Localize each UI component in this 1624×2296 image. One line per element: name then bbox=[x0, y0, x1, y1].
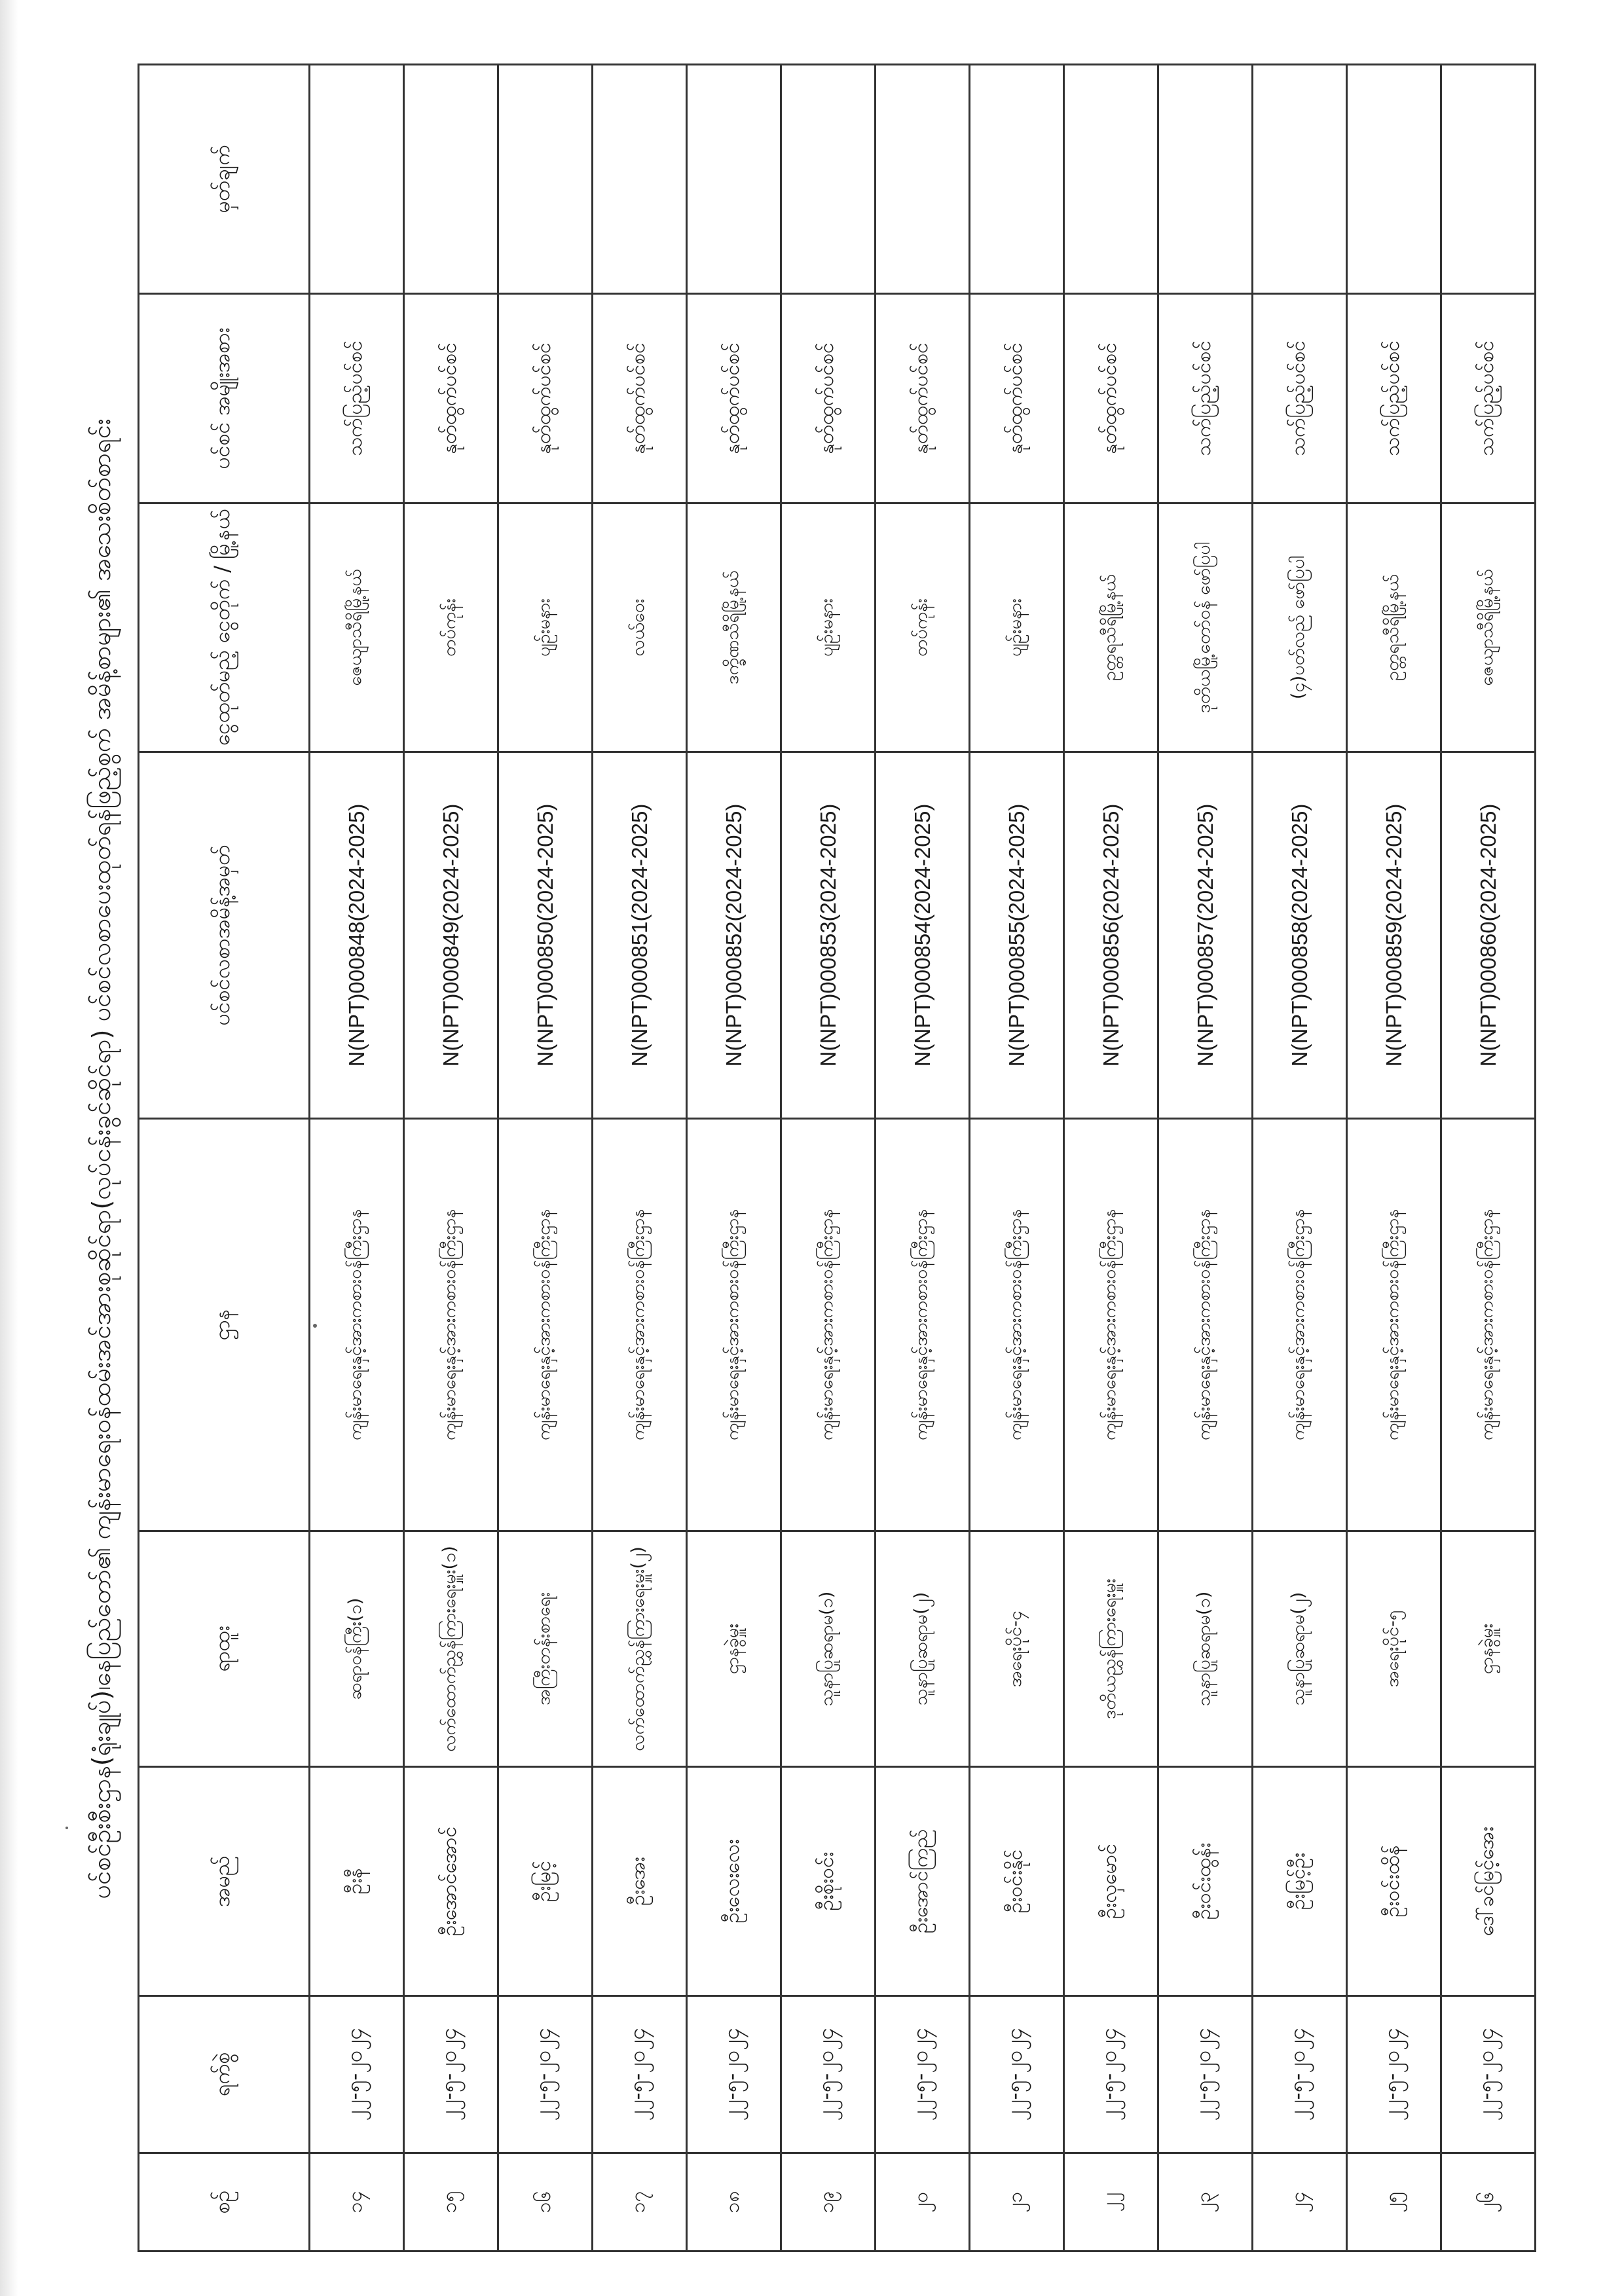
row-pension-type: နုတ်ထွက်ပင်စင် bbox=[970, 294, 1064, 503]
row-treasury: ဒက္ခိဏသီရိမြို့နယ် bbox=[687, 503, 781, 752]
rotated-document-sheet bbox=[79, 65, 1545, 2252]
table-row bbox=[687, 65, 781, 2251]
table-row bbox=[1347, 65, 1441, 2251]
header-rank: ရာထူး bbox=[139, 1531, 310, 1767]
row-order-number: N(NPT)000860(2024-2025) bbox=[1441, 752, 1536, 1119]
row-rank: လက်ထောက်ညွှန်ကြားရေးမှူး(၁) bbox=[404, 1531, 498, 1767]
row-rank: သူနာပြုဆရာမ(၁) bbox=[1158, 1531, 1253, 1767]
row-name: ဦးဝင်းထိန် bbox=[1347, 1767, 1441, 1996]
row-name: ဦးနီ bbox=[310, 1767, 404, 1996]
row-department: ကျန်းမာရေးနှင့်အားကစားဝန်ကြီးဌာန bbox=[876, 1119, 970, 1531]
pension-order-table bbox=[138, 64, 1536, 2252]
row-remark bbox=[1064, 65, 1158, 294]
row-department: ကျန်းမာရေးနှင့်အားကစားဝန်ကြီးဌာန bbox=[498, 1119, 593, 1531]
table-header-row bbox=[139, 65, 310, 2251]
row-treasury: ဥတ္တရသီရိမြို့နယ် bbox=[1347, 503, 1441, 752]
row-number: ၁၆ bbox=[498, 2153, 593, 2251]
row-rank: သူနာပြုဆရာမ(၁) bbox=[781, 1531, 876, 1767]
row-pension-type: နုတ်ထွက်ပင်စင် bbox=[687, 294, 781, 503]
row-treasury: ပျဉ်းမနား bbox=[970, 503, 1064, 752]
row-name: ဒေါ်ခင်မြင့်အေး bbox=[1441, 1767, 1536, 1996]
header-remark: မှတ်ချက် bbox=[139, 65, 310, 294]
row-treasury: (၄)ပတ်လည် ဖော်ပြပါ bbox=[1253, 503, 1347, 752]
row-rank: အရေးပိုင်-၅ bbox=[1347, 1531, 1441, 1767]
row-department: ကျန်းမာရေးနှင့်အားကစားဝန်ကြီးဌာန bbox=[1347, 1119, 1441, 1531]
table-row bbox=[404, 65, 498, 2251]
row-rank: ဌာနခွဲမှူး bbox=[1441, 1531, 1536, 1767]
row-pension-type: သက်ပြည့်ပင်စင် bbox=[1158, 294, 1253, 503]
row-department: ကျန်းမာရေးနှင့်အားကစားဝန်ကြီးဌာန bbox=[1064, 1119, 1158, 1531]
header-treasury: ငွေထုတ်မည့် ငွေတိုက် / မြို့နယ် bbox=[139, 503, 310, 752]
row-number: ၁၉ bbox=[781, 2153, 876, 2251]
row-pension-type: သက်ပြည့်ပင်စင် bbox=[1253, 294, 1347, 503]
row-date: ၂၂-၅-၂၀၂၄ bbox=[310, 1996, 404, 2153]
row-remark bbox=[970, 65, 1064, 294]
row-name: ဦးအောင်ကြည် bbox=[876, 1767, 970, 1996]
row-number: ၁၅ bbox=[404, 2153, 498, 2251]
row-order-number: N(NPT)000859(2024-2025) bbox=[1347, 752, 1441, 1119]
row-remark bbox=[1253, 65, 1347, 294]
row-department: ကျန်းမာရေးနှင့်အားကစားဝန်ကြီးဌာန bbox=[1253, 1119, 1347, 1531]
table-row bbox=[1441, 65, 1536, 2251]
row-pension-type: သက်ပြည့်ပင်စင် bbox=[310, 294, 404, 503]
row-order-number: N(NPT)000856(2024-2025) bbox=[1064, 752, 1158, 1119]
row-order-number: N(NPT)000848(2024-2025) bbox=[310, 752, 404, 1119]
row-rank: ဒုတိယညွှန်ကြားရေးမှူး bbox=[1064, 1531, 1158, 1767]
table-row bbox=[593, 65, 687, 2251]
row-order-number: N(NPT)000854(2024-2025) bbox=[876, 752, 970, 1119]
row-pension-type: သက်ပြည့်ပင်စင် bbox=[1441, 294, 1536, 503]
row-department: ကျန်းမာရေးနှင့်အားကစားဝန်ကြီးဌာန bbox=[1441, 1119, 1536, 1531]
table-row bbox=[970, 65, 1064, 2251]
row-number: ၁၄ bbox=[310, 2153, 404, 2251]
row-name: ဦးစိုးဝင်း bbox=[781, 1767, 876, 1996]
row-treasury: ဇေယျာသီရိမြို့နယ် bbox=[1441, 503, 1536, 752]
row-date: ၂၂-၅-၂၀၂၄ bbox=[781, 1996, 876, 2153]
row-date: ၂၂-၅-၂၀၂၄ bbox=[1441, 1996, 1536, 2153]
row-department: ကျန်းမာရေးနှင့်အားကစားဝန်ကြီးဌာန bbox=[687, 1119, 781, 1531]
row-rank: အကြီးတန်းစာရေး bbox=[498, 1531, 593, 1767]
row-date: ၂၂-၅-၂၀၂၄ bbox=[687, 1996, 781, 2153]
header-pension-type: ပင်စင် အမျိုးအစား bbox=[139, 294, 310, 503]
header-no: စဉ် bbox=[139, 2153, 310, 2251]
row-name: ဦးမြင့်ဦး bbox=[1253, 1767, 1347, 1996]
row-name: ဦးအောင်အောင် bbox=[404, 1767, 498, 1996]
document-title: ပင်စင်ဦးစီးဌာန(ရုံးချုပ်)၊နေပြည်တော်၏ ကျန်းမာရေးဝန်ထမ်းအင်အားစုဆိုင်ရာ(လုပ်ငန်းခွင်ဆိုင်ရာ) ပင်စင်လစာပေးထုတ်ရန်ဖြည့်စွက် အမိန့်စာများ၏ အသေးစိတ်စာရင်း bbox=[87, 418, 116, 1899]
row-date: ၂၂-၅-၂၀၂၄ bbox=[1347, 1996, 1441, 2153]
row-date: ၂၂-၅-၂၀၂၄ bbox=[970, 1996, 1064, 2153]
row-date: ၂၂-၅-၂၀၂၄ bbox=[876, 1996, 970, 2153]
row-pension-type: နုတ်ထွက်ပင်စင် bbox=[498, 294, 593, 503]
row-order-number: N(NPT)000855(2024-2025) bbox=[970, 752, 1064, 1119]
row-number: ၂၆ bbox=[1441, 2153, 1536, 2251]
row-department: ကျန်းမာရေးနှင့်အားကစားဝန်ကြီးဌာန bbox=[593, 1119, 687, 1531]
row-department: ကျန်းမာရေးနှင့်အားကစားဝန်ကြီးဌာန bbox=[1158, 1119, 1253, 1531]
row-name: ဦးဝင်းထွန်း bbox=[1158, 1767, 1253, 1996]
table-row bbox=[1253, 65, 1347, 2251]
row-pension-type: နုတ်ထွက်ပင်စင် bbox=[876, 294, 970, 503]
row-date: ၂၂-၅-၂၀၂၄ bbox=[1064, 1996, 1158, 2153]
row-department: ကျန်းမာရေးနှင့်အားကစားဝန်ကြီးဌာန bbox=[970, 1119, 1064, 1531]
scan-speck bbox=[65, 1827, 68, 1829]
row-name: ဦးလှမောင် bbox=[1064, 1767, 1158, 1996]
row-number: ၂၃ bbox=[1158, 2153, 1253, 2251]
row-pension-type: နုတ်ထွက်ပင်စင် bbox=[404, 294, 498, 503]
row-order-number: N(NPT)000853(2024-2025) bbox=[781, 752, 876, 1119]
row-name: ဦးဝင်းနိုင် bbox=[970, 1767, 1064, 1996]
row-department: ကျန်းမာရေးနှင့်အားကစားဝန်ကြီးဌာန bbox=[310, 1119, 404, 1531]
row-rank: သူနာပြုဆရာမ(၂) bbox=[1253, 1531, 1347, 1767]
row-rank: သူနာပြုဆရာမ(၂) bbox=[876, 1531, 970, 1767]
row-order-number: N(NPT)000851(2024-2025) bbox=[593, 752, 687, 1119]
row-order-number: N(NPT)000858(2024-2025) bbox=[1253, 752, 1347, 1119]
row-treasury: တပ်ကုန်း bbox=[404, 503, 498, 752]
scan-edge-shadow bbox=[0, 0, 18, 2296]
row-order-number: N(NPT)000850(2024-2025) bbox=[498, 752, 593, 1119]
row-treasury: တပ်ကုန်း bbox=[876, 503, 970, 752]
row-remark bbox=[404, 65, 498, 294]
row-number: ၂၅ bbox=[1347, 2153, 1441, 2251]
header-name: အမည် bbox=[139, 1767, 310, 1996]
row-date: ၂၂-၅-၂၀၂၄ bbox=[1253, 1996, 1347, 2153]
row-number: ၂၂ bbox=[1064, 2153, 1158, 2251]
row-remark bbox=[1347, 65, 1441, 294]
row-pension-type: နုတ်ထွက်ပင်စင် bbox=[1064, 294, 1158, 503]
row-order-number: N(NPT)000849(2024-2025) bbox=[404, 752, 498, 1119]
row-treasury: ပျဉ်းမနား bbox=[781, 503, 876, 752]
row-pension-type: သက်ပြည့်ပင်စင် bbox=[1347, 294, 1441, 503]
row-department: ကျန်းမာရေးနှင့်အားကစားဝန်ကြီးဌာန bbox=[781, 1119, 876, 1531]
row-remark bbox=[687, 65, 781, 294]
table-row bbox=[498, 65, 593, 2251]
table-row bbox=[876, 65, 970, 2251]
row-remark bbox=[876, 65, 970, 294]
row-treasury: ပျဉ်းမနား bbox=[498, 503, 593, 752]
row-rank: လက်ထောက်ညွှန်ကြားရေးမှူး(၂) bbox=[593, 1531, 687, 1767]
row-treasury: ဇေယျာသီရိမြို့နယ် bbox=[310, 503, 404, 752]
row-remark bbox=[1441, 65, 1536, 294]
row-pension-type: နုတ်ထွက်ပင်စင် bbox=[593, 294, 687, 503]
row-remark bbox=[498, 65, 593, 294]
row-order-number: N(NPT)000852(2024-2025) bbox=[687, 752, 781, 1119]
row-number: ၂၀ bbox=[876, 2153, 970, 2251]
row-name: ဦးအေး bbox=[593, 1767, 687, 1996]
row-number: ၁၈ bbox=[687, 2153, 781, 2251]
row-remark bbox=[593, 65, 687, 294]
table-row bbox=[781, 65, 876, 2251]
row-remark bbox=[310, 65, 404, 294]
row-remark bbox=[1158, 65, 1253, 294]
row-number: ၂၄ bbox=[1253, 2153, 1347, 2251]
row-rank: အရေးပိုင်-၄ bbox=[970, 1531, 1064, 1767]
row-department: ကျန်းမာရေးနှင့်အားကစားဝန်ကြီးဌာန bbox=[404, 1119, 498, 1531]
row-name: ဦးမြင့် bbox=[498, 1767, 593, 1996]
row-rank: ဆရာဝန်ကြီး(၁) bbox=[310, 1531, 404, 1767]
row-date: ၂၂-၅-၂၀၂၄ bbox=[593, 1996, 687, 2153]
row-treasury: ဥတ္တရသီရိမြို့နယ် bbox=[1064, 503, 1158, 752]
row-remark bbox=[781, 65, 876, 294]
row-rank: ဌာနခွဲမှူး bbox=[687, 1531, 781, 1767]
row-pension-type: နုတ်ထွက်ပင်စင် bbox=[781, 294, 876, 503]
row-date: ၂၂-၅-၂၀၂၄ bbox=[1158, 1996, 1253, 2153]
row-date: ၂၂-၅-၂၀၂၄ bbox=[498, 1996, 593, 2153]
row-treasury: ဒုတိယမြို့တော်ဝန် ဖော်ပြပါ bbox=[1158, 503, 1253, 752]
table-row bbox=[1158, 65, 1253, 2251]
row-number: ၁၇ bbox=[593, 2153, 687, 2251]
row-treasury: လယ်ဝေး bbox=[593, 503, 687, 752]
row-order-number: N(NPT)000857(2024-2025) bbox=[1158, 752, 1253, 1119]
row-number: ၂၁ bbox=[970, 2153, 1064, 2251]
row-name: ဦးလေးလေး bbox=[687, 1767, 781, 1996]
table-row bbox=[1064, 65, 1158, 2251]
header-date: ရက်စွဲ bbox=[139, 1996, 310, 2153]
row-date: ၂၂-၅-၂၀၂၄ bbox=[404, 1996, 498, 2153]
table-body bbox=[310, 65, 1536, 2251]
table-row bbox=[310, 65, 404, 2251]
header-department: ဌာန bbox=[139, 1119, 310, 1531]
header-order-number: ပင်စင်လစာအမိန့်အမှတ် bbox=[139, 752, 310, 1119]
